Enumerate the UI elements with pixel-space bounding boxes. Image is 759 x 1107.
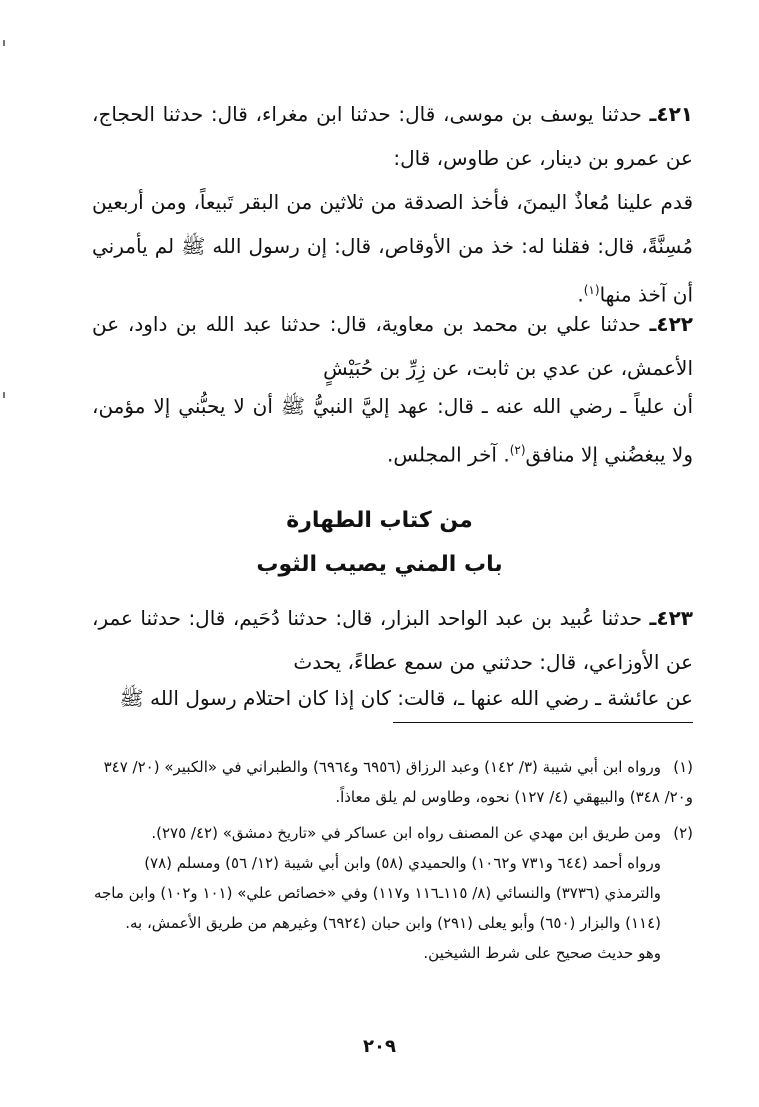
hadith-number: ٤٢٣ـ <box>649 606 693 630</box>
hadith-421-matn <box>92 180 693 317</box>
chapter-heading: باب المني يصيب الثوب <box>256 552 503 577</box>
hadith-423-matn <box>92 676 693 720</box>
footnote-text: ورواه أحمد (٦٤٤ و٧٣١ و١٠٦٢) والحميدي (٥٨) وابن أبي شيبة (١٢/ ٥٦) ومسلم (٧٨) والترمذي (٣٧٣٦) والنسائي (٨/ ١١٥ـ١١٦ و١١٧) وفي «خصائص علي» (١٠١ و١٠٢) وابن ماجه (١١٤) والبزار (٦٥٠) وأبو يعلى (٢٩١) وابن حبان (٦٩٢٤) وغيرهم من طريق الأعمش، به. <box>93 854 661 932</box>
page-number: ٢٠٩ <box>363 1036 396 1057</box>
book-heading: من كتاب الطهارة <box>286 508 473 533</box>
isnad-text: حدثنا يوسف بن موسى، قال: حدثنا ابن مغراء، قال: حدثنا الحجاج، عن عمرو بن دينار، عن طاوس، قال: <box>92 102 693 170</box>
matn-text: قدم علينا مُعاذٌ اليمنَ، فأخذ الصدقة من ثلاثين من البقر تَبيعاً، ومن أربعين مُسِنَّةً، قال: فقلنا له: خذ من الأوقاص، قال: إن رسول الله ﷺ لم يأمرني أن آخذ منها <box>92 190 693 307</box>
footnote-text: ورواه ابن أبي شيبة (٣/ ١٤٢) وعبد الرزاق (٦٩٥٦ و٦٩٦٤) والطبراني في «الكبير» (٢٠/ ٣٤٧ و٢٠/ ٣٤٨) والبيهقي (٤/ ١٢٧) نحوه، وطاوس لم يلق معاذاً. <box>103 758 693 806</box>
footnote-marker: (١) <box>673 758 693 776</box>
footnote-1 <box>92 752 693 812</box>
footnote-text: وهو حديث صحيح على شرط الشيخين. <box>423 944 661 962</box>
matn-text: أن علياً ـ رضي الله عنه ـ قال: عهد إليَّ النبيُّ ﷺ أن لا يحبُّني إلا مؤمن، ولا يبغضُني إلا منافق <box>92 394 693 467</box>
margin-mark <box>3 40 5 46</box>
footnote-marker: (٢) <box>673 824 693 842</box>
matn-text: عن عائشة ـ رضي الله عنها ـ، قالت: كان إذا كان احتلام رسول الله ﷺ <box>119 686 693 710</box>
session-end-text: . آخر المجلس. <box>387 442 510 467</box>
footnote-line <box>92 818 693 848</box>
hadith-421-chain <box>92 92 693 180</box>
punctuation: . <box>577 282 584 307</box>
isnad-text: حدثنا علي بن محمد بن معاوية، قال: حدثنا عبد الله بن داود، عن الأعمش، عن عدي بن ثابت، عن زِرِّ بن حُبَيْشٍ <box>92 312 693 380</box>
footnote-ref: (٢) <box>509 443 526 457</box>
footnote-ref: (١) <box>583 283 600 297</box>
hadith-423-chain <box>92 596 693 684</box>
hadith-number: ٤٢٢ـ <box>649 312 693 336</box>
hadith-number: ٤٢١ـ <box>649 102 693 126</box>
hadith-422-matn <box>92 384 693 477</box>
footnote-text: ومن طريق ابن مهدي عن المصنف رواه ابن عساكر في «تاريخ دمشق» (٤٢/ ٢٧٥). <box>151 824 661 842</box>
footnote-2 <box>92 818 693 968</box>
hadith-422-chain <box>92 302 693 390</box>
isnad-text: حدثنا عُبيد بن عبد الواحد البزار، قال: حدثنا دُحَيم، قال: حدثنا عمر، عن الأوزاعي، قال: حدثني من سمع عطاءً، يحدث <box>92 606 693 674</box>
footnote-separator <box>393 722 693 723</box>
margin-mark <box>3 392 5 398</box>
